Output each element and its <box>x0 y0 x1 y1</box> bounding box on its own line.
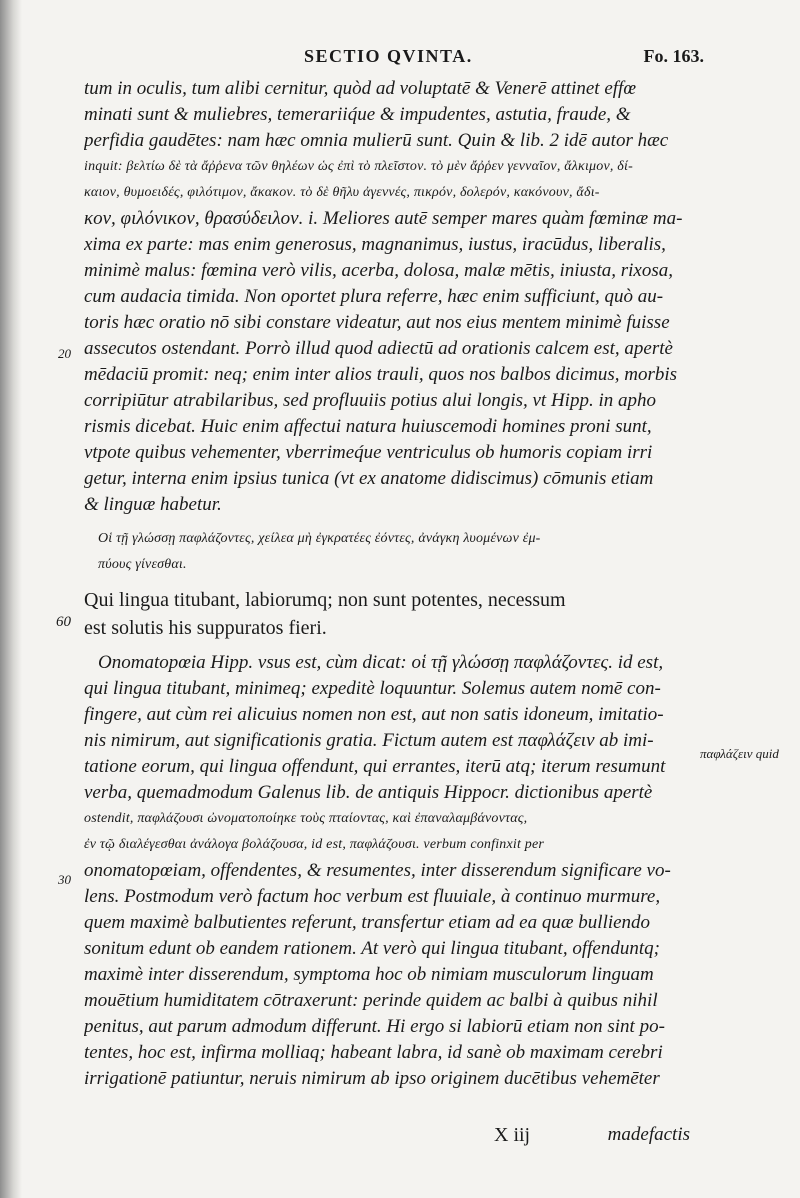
show-through-text <box>700 548 705 569</box>
margin-note-greek: παφλάζειν quid <box>700 746 779 761</box>
text-line: minimè malus: fœmina verò vilis, acerba, dolosa, malæ mētis, iniusta, rixosa, <box>84 260 673 281</box>
text-line: irrigationē patiuntur, neruis nimirum ab ipso originem ducētibus vehemēter <box>84 1068 660 1089</box>
folio-number: Fo. 163. <box>643 46 704 66</box>
text-line: lens. Postmodum verò factum hoc verbum est fluuiale, à continuo murmure, <box>84 886 661 907</box>
text-line: vtpote quibus vehementer, vberrimeq́ue ventriculus ob humoris copiam irri <box>84 442 653 463</box>
aphorism-line: est solutis his suppuratos fieri. <box>84 617 327 639</box>
greek-quote-line: ἐν τῷ διαλέγεσθαι ἀνάλογα βολάζουσα, id est, παφλάζουσι. verbum confinxit per <box>84 837 545 852</box>
greek-quote-line: inquit: βελτίω δὲ τὰ ἄῤῥενα τῶν θηλέων ὡς ἐπὶ τὸ πλεῖστον. τὸ μὲν ἄῤῥεν γενναῖον, ἄλκιμον, δί- <box>84 159 633 174</box>
text-line: perfidia gaudētes: nam hæc omnia mulierū sunt. Quin & lib. 2 idē autor hæc <box>84 130 669 151</box>
text-line: toris hæc oratio nō sibi constare videatur, aut nos eius mentem minimè fuisse <box>84 312 670 333</box>
page-footer <box>84 1124 690 1150</box>
commentary-part-one <box>84 76 690 518</box>
text-line: corripiūtur atrabilaribus, sed profluuiis potius alui longis, vt Hipp. in apho <box>84 390 656 411</box>
text-line: Onomatopœia Hipp. vsus est, cùm dicat: οἱ τῇ γλώσσῃ παφλάζοντες. id est, <box>98 652 664 673</box>
commentary-part-two <box>84 650 690 1092</box>
main-text-block <box>84 76 690 1092</box>
text-line: getur, interna enim ipsius tunica (vt ex anatome didiscimus) cōmunis etiam <box>84 468 654 489</box>
text-line: sonitum edunt ob eandem rationem. At verò qui lingua titubant, offenduntq; <box>84 938 660 959</box>
text-line: rismis dicebat. Huic enim affectui natura huiuscemodi homines proni sunt, <box>84 416 652 437</box>
catchword: madefactis <box>607 1124 690 1145</box>
text-line: maximè inter disserendum, symptoma hoc ob nimiam musculorum linguam <box>84 964 654 985</box>
text-line: assecutos ostendant. Porrò illud quod adiectū ad orationis calcem est, apertè <box>84 338 673 359</box>
text-line: nis nimirum, aut significationis gratia. Fictum autem est παφλάζειν ab imi- <box>84 730 654 751</box>
margin-line-number: 30 <box>58 872 71 887</box>
greek-lemma-line: Οἱ τῇ γλώσσῃ παφλάζοντες, χείλεα μὴ ἐγκρατέες ἐόντες, ἀνάγκη λυομένων ἐμ- <box>98 531 541 546</box>
margin-line-number: 20 <box>58 346 71 361</box>
text-line: onomatopœiam, offendentes, & resumentes, inter disserendum significare vo- <box>84 860 671 881</box>
greek-lemma-line: πύους γίνεσθαι. <box>98 557 187 572</box>
text-line: minati sunt & muliebres, temerariiq́ue & impudentes, astutia, fraude, & <box>84 104 631 125</box>
text-line: quem maximè balbutientes referunt, transfertur etiam ad ea quæ bulliendo <box>84 912 651 933</box>
greek-quote-line: ostendit, παφλάζουσι ὠνοματοποίηκε τοὺς πταίοντας, καὶ ἐπαναλαμβάνοντας, <box>84 811 528 826</box>
text-line: xima ex parte: mas enim generosus, magnanimus, iustus, iracūdus, liberalis, <box>84 234 666 255</box>
binding-gutter-shadow <box>0 0 22 1198</box>
text-line: qui lingua titubant, minimeq; expeditè loquuntur. Solemus autem nomē con- <box>84 678 661 699</box>
aphorism-number-marker: 60 <box>56 614 71 630</box>
aphorism-line: Qui lingua titubant, labiorumq; non sunt potentes, necessum <box>84 589 566 611</box>
text-line: tatione eorum, qui lingua offendunt, qui errantes, iterū atq; iterum resumunt <box>84 756 666 777</box>
text-line: & linguæ habetur. <box>84 494 222 515</box>
text-line: mēdaciū promit: neq; enim inter alios trauli, quos nos balbos dicimus, morbis <box>84 364 678 385</box>
signature-mark: X iij <box>494 1124 531 1146</box>
text-line: verba, quemadmodum Galenus lib. de antiquis Hippocr. dictionibus apertè <box>84 782 653 803</box>
text-line: κον, φιλόνικον, θρασύδειλον. i. Meliores autē semper mares quàm fœminæ ma- <box>84 208 683 229</box>
text-line: tum in oculis, tum alibi cernitur, quòd ad voluptatē & Venerē attinet effœ <box>84 78 636 99</box>
text-line: mouētium humiditatem cōtraxerunt: perinde quidem ac balbi à quibus nihil <box>84 990 658 1011</box>
greek-lemma <box>84 526 690 578</box>
section-title: SECTIO QVINTA. <box>304 46 473 66</box>
text-line: fingere, aut cùm rei alicuius nomen non est, aut non satis idoneum, imitatio- <box>84 704 664 725</box>
greek-quote-line: καιον, θυμοειδές, φιλότιμον, ἄκακον. τὸ δὲ θῆλυ ἀγεννές, πικρόν, δολερόν, κακόνουν, ἄδι- <box>84 185 600 200</box>
running-head <box>84 46 704 70</box>
aphorism-block <box>84 586 690 642</box>
text-line: penitus, aut parum admodum differunt. Hi ergo si labiorū etiam non sint po- <box>84 1016 665 1037</box>
text-line: tentes, hoc est, infirma molliaq; habeant labra, id sanè ob maximam cerebri <box>84 1042 663 1063</box>
text-line: cum audacia timida. Non oportet plura referre, hæc enim sufficiunt, quò au- <box>84 286 664 307</box>
